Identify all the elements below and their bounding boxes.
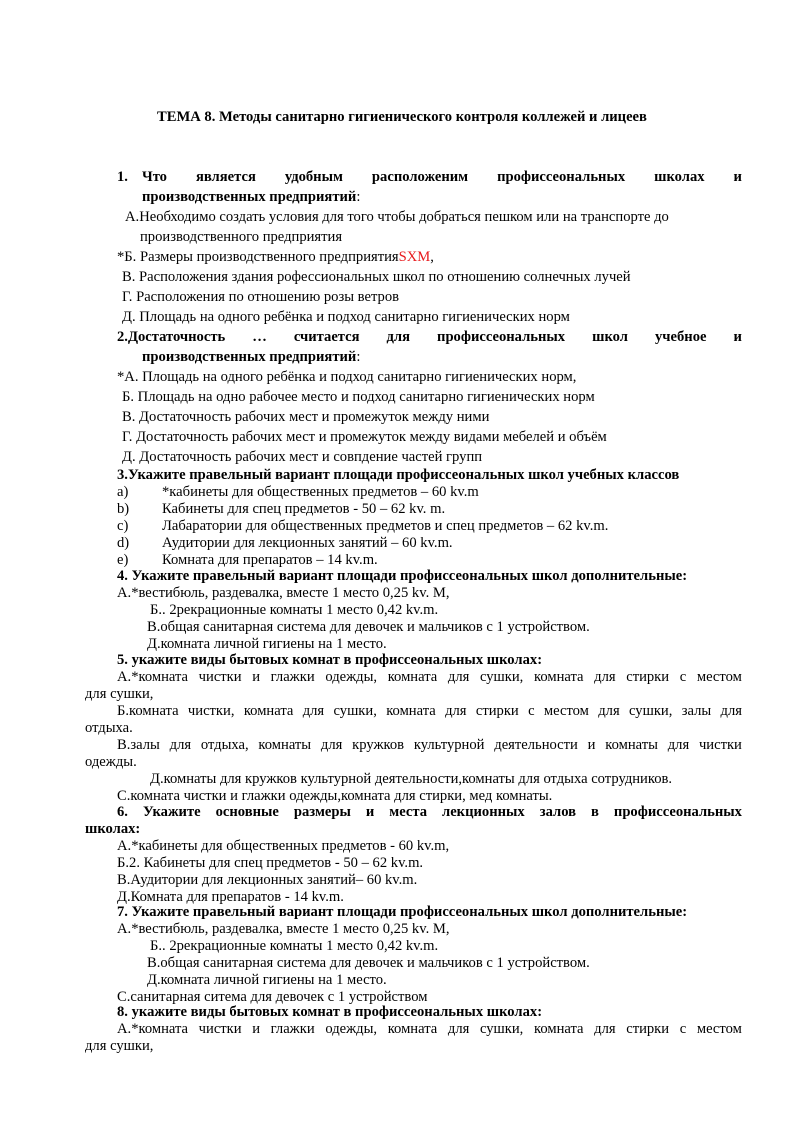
word: отдыха, xyxy=(200,737,249,753)
question-1-option-d: Д. Площадь на одного ребёнка и подход санитарно гигиенических норм xyxy=(122,309,570,325)
word: чистки xyxy=(198,1021,242,1037)
page-title: ТЕМА 8. Методы санитарно гигиенического контроля коллежей и лицеев xyxy=(157,109,647,125)
word: и xyxy=(587,737,596,753)
question-7-option-b: Б.. 2рекрационные комнаты 1 место 0,42 kv.m. xyxy=(150,938,439,954)
question-6-heading-cont: школах: xyxy=(85,821,141,837)
word: Б.комната xyxy=(117,703,179,719)
question-3-heading: 3.Укажите правельный вариант площади профиссеональных школ учебных классов xyxy=(117,467,680,483)
question-1-colon: : xyxy=(356,189,361,205)
question-3-letter-e: e) xyxy=(117,552,129,568)
question-1-option-b xyxy=(117,249,434,266)
question-1-option-a-cont: производственного предприятия xyxy=(140,229,343,245)
question-6-option-a: А.*кабинеты для общественных предметов - 60 kv.m, xyxy=(117,838,450,854)
word: основные xyxy=(215,804,279,820)
word: А.*комната xyxy=(117,1021,189,1037)
question-3-item-d: Аудитории для лекционных занятий – 60 kv.m. xyxy=(162,535,453,551)
question-2-heading-line1 xyxy=(117,329,742,346)
word: для xyxy=(302,703,325,719)
question-1-option-b-text: *Б. Размеры производственного предприятия xyxy=(117,249,399,265)
word: сушки, xyxy=(479,1021,524,1037)
question-4-option-a: А.*вестибюль, раздевалка, вместе 1 место 0,25 kv. M, xyxy=(117,585,450,601)
question-3-letter-a: a) xyxy=(117,484,129,500)
word: школ xyxy=(592,329,628,345)
word: для xyxy=(720,703,742,719)
word: глажки xyxy=(270,1021,315,1037)
question-6-option-d: Д.Комната для препаратов - 14 kv.m. xyxy=(117,889,344,905)
word: комната xyxy=(533,669,584,685)
word: Что xyxy=(142,169,167,185)
question-5-option-a xyxy=(117,669,742,686)
word: стирки xyxy=(626,669,670,685)
word: места xyxy=(389,804,428,820)
word: и xyxy=(733,329,742,345)
word: стирки xyxy=(475,703,519,719)
red-mark-tail: , xyxy=(430,249,434,265)
question-3-letter-b: b) xyxy=(117,501,130,517)
question-3-item-a: *кабинеты для общественных предметов – 60 kv.m xyxy=(162,484,479,500)
word: для xyxy=(594,669,616,685)
word: учебное xyxy=(654,329,707,345)
question-2-colon: : xyxy=(356,349,361,365)
question-2-heading-text: производственных предприятий xyxy=(142,349,357,365)
word: залы xyxy=(681,703,712,719)
word: стирки xyxy=(626,1021,670,1037)
question-4-option-d: Д.комната личной гигиены на 1 место. xyxy=(147,636,387,652)
question-3-item-e: Комната для препаратов – 14 kv.m. xyxy=(162,552,378,568)
word: для xyxy=(169,737,192,753)
word: считается xyxy=(293,329,360,345)
word: и xyxy=(252,669,261,685)
word: с xyxy=(528,703,535,719)
word: чистки, xyxy=(187,703,235,719)
word: комната xyxy=(243,703,294,719)
word: для xyxy=(447,669,470,685)
word: для xyxy=(598,703,620,719)
word: с xyxy=(679,1021,687,1037)
question-5-heading: 5. укажите виды бытовых комнат в профиссеональных школах: xyxy=(117,652,543,668)
question-7-heading: 7. Укажите правельный вариант площади профиссеональных школ дополнительные: xyxy=(117,904,688,920)
word: для xyxy=(594,1021,616,1037)
question-1-number: 1. xyxy=(117,169,128,185)
word: является xyxy=(195,169,256,185)
word: сушки, xyxy=(333,703,377,719)
word: с xyxy=(679,669,687,685)
question-8-heading: 8. укажите виды бытовых комнат в профиссеональных школах: xyxy=(117,1004,543,1020)
word: размеры xyxy=(293,804,351,820)
question-4-option-v: В.общая санитарная система для девочек и мальчиков с 1 устройством. xyxy=(147,619,590,635)
question-2-option-v: В. Достаточность рабочих мест и промежуток между ними xyxy=(122,409,490,425)
word: местом xyxy=(696,1021,742,1037)
question-6-heading xyxy=(117,804,742,821)
word: комната xyxy=(386,703,436,719)
question-6-option-b: Б.2. Кабинеты для спец предметов - 50 – 62 kv.m. xyxy=(117,855,424,871)
word: кружков xyxy=(352,737,405,753)
question-3-item-b: Кабинеты для спец предметов - 50 – 62 kv. m. xyxy=(162,501,446,517)
question-5-option-d: Д.комнаты для кружков культурной деятельности,комнаты для отдыха сотрудников. xyxy=(150,771,673,787)
question-2-heading-line2 xyxy=(142,349,360,366)
question-7-option-a: А.*вестибюль, раздевалка, вместе 1 место 0,25 kv. M, xyxy=(117,921,450,937)
word: 2.Достаточность xyxy=(117,329,226,345)
question-5-option-b-cont: отдыха. xyxy=(85,720,133,736)
word: для xyxy=(667,737,690,753)
word: для xyxy=(320,737,343,753)
question-7-option-v: В.общая санитарная система для девочек и мальчиков с 1 устройством. xyxy=(147,955,590,971)
question-8-option-a-cont: для сушки, xyxy=(85,1038,154,1054)
question-1-option-v: В. Расположения здания рофессиональных школ по отношению солнечных лучей xyxy=(122,269,631,285)
word: залов xyxy=(539,804,577,820)
question-3-item-c: Лабаратории для общественных предметов и спец предметов – 62 kv.m. xyxy=(162,518,609,534)
word: одежды, xyxy=(325,669,378,685)
word: комната xyxy=(387,1021,438,1037)
word: культурной xyxy=(413,737,485,753)
question-6-option-v: В.Аудитории для лекционных занятий– 60 kv.m. xyxy=(117,872,418,888)
word: местом xyxy=(696,669,742,685)
question-4-heading: 4. Укажите правельный вариант площади профиссеональных школ дополнительные: xyxy=(117,568,688,584)
question-4-option-b: Б.. 2рекрационные комнаты 1 место 0,42 kv.m. xyxy=(150,602,439,618)
word: Укажите xyxy=(142,804,201,820)
word: профиссеональных xyxy=(437,329,566,345)
word: школах xyxy=(654,169,705,185)
question-2-option-a: *А. Площадь на одного ребёнка и подход санитарно гигиенических норм, xyxy=(117,369,577,385)
word: профиссеональных xyxy=(497,169,626,185)
word: комнаты xyxy=(605,737,658,753)
question-5-option-s: С.комната чистки и глажки одежды,комната для стирки, мед комнаты. xyxy=(117,788,553,804)
question-3-letter-d: d) xyxy=(117,535,130,551)
question-5-option-v xyxy=(117,737,742,754)
word: в xyxy=(591,804,599,820)
word: местом xyxy=(543,703,589,719)
word: комнаты xyxy=(258,737,312,753)
question-2-option-g: Г. Достаточность рабочих мест и промежуток между видами мебелей и объём xyxy=(122,429,607,445)
question-1-heading-line1 xyxy=(142,169,742,186)
word: … xyxy=(252,329,267,345)
question-7-option-d: Д.комната личной гигиены на 1 место. xyxy=(147,972,387,988)
question-1-heading-text: производственных предприятий xyxy=(142,189,357,205)
word: и xyxy=(733,169,742,185)
question-1-heading-line2 xyxy=(142,189,360,206)
question-5-option-b xyxy=(117,703,742,720)
question-2-option-d: Д. Достаточность рабочих мест и совпдение частей групп xyxy=(122,449,483,465)
word: для xyxy=(447,1021,470,1037)
question-7-option-s: С.санитарная ситема для девочек с 1 устройством xyxy=(117,989,428,1005)
question-1-option-g: Г. Расположения по отношению розы ветров xyxy=(122,289,400,305)
word: для xyxy=(386,329,411,345)
word: удобным xyxy=(284,169,343,185)
word: лекционных xyxy=(442,804,525,820)
question-8-option-a xyxy=(117,1021,742,1038)
word: деятельности xyxy=(494,737,578,753)
word: чистки xyxy=(198,669,242,685)
word: расположеним xyxy=(371,169,469,185)
word: А.*комната xyxy=(117,669,189,685)
word: профиссеональных xyxy=(613,804,742,820)
red-mark: SXM xyxy=(398,249,431,265)
word: сушки, xyxy=(629,703,673,719)
word: глажки xyxy=(270,669,315,685)
question-5-option-v-cont: одежды. xyxy=(85,754,137,770)
question-2-option-b: Б. Площадь на одно рабочее место и подход санитарно гигиенических норм xyxy=(122,389,595,405)
word: В.залы xyxy=(117,737,160,753)
word: и xyxy=(365,804,375,820)
word: и xyxy=(252,1021,261,1037)
word: чистки xyxy=(698,737,742,753)
question-3-letter-c: c) xyxy=(117,518,129,534)
question-1-option-a: А.Необходимо создать условия для того чтобы добраться пешком или на транспорте до xyxy=(125,209,669,225)
word: комната xyxy=(387,669,438,685)
word: 6. xyxy=(117,804,128,820)
word: комната xyxy=(533,1021,584,1037)
question-5-option-a-cont: для сушки, xyxy=(85,686,154,702)
word: одежды, xyxy=(325,1021,378,1037)
word: для xyxy=(445,703,467,719)
word: сушки, xyxy=(479,669,524,685)
